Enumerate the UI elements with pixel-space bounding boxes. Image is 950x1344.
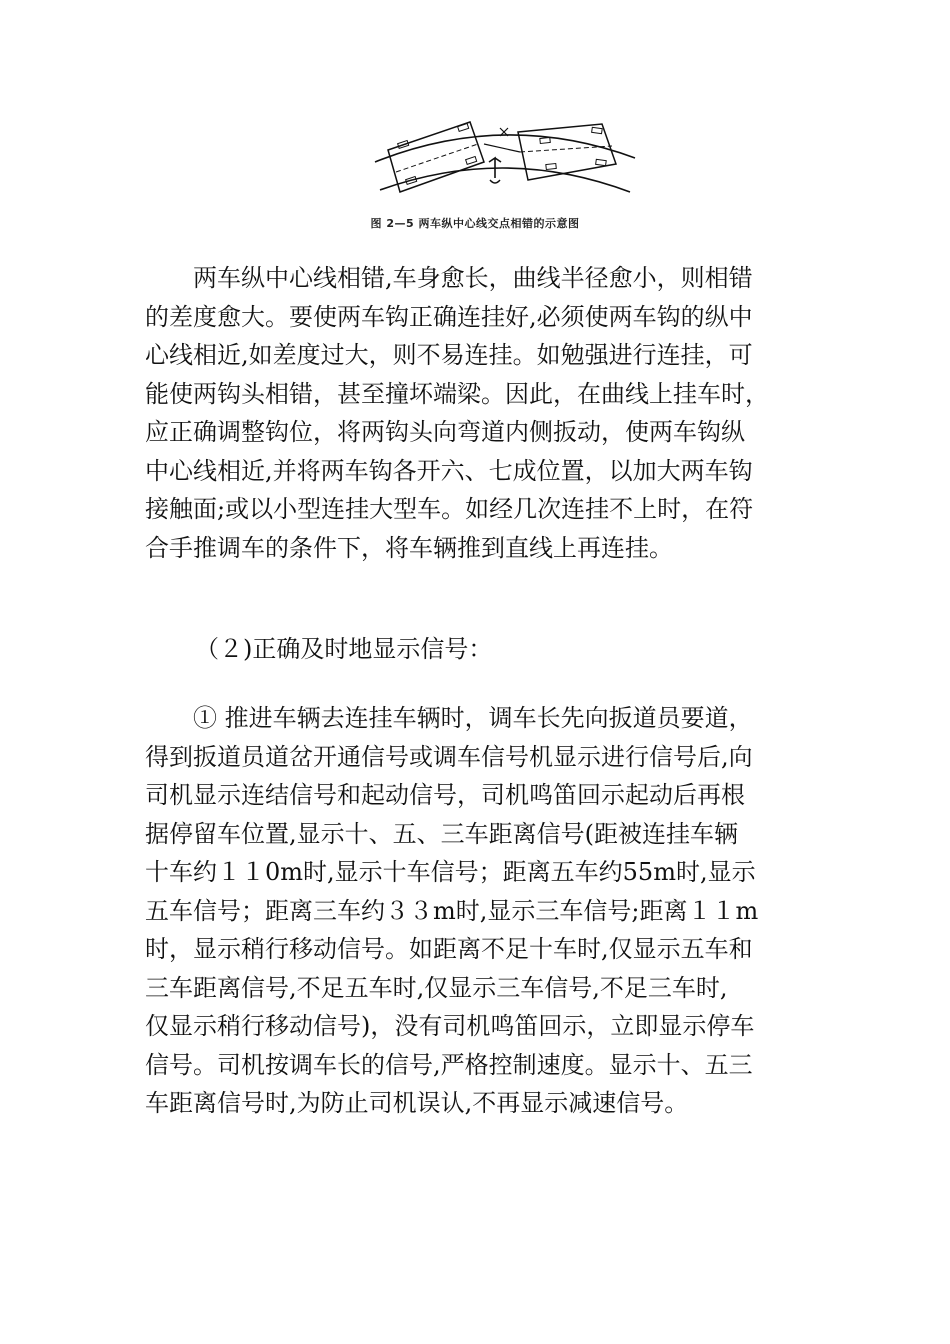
paragraph-signals xyxy=(145,699,810,1123)
text-line: 得到扳道员道岔开通信号或调车信号机显示进行信号后,向 xyxy=(145,742,753,771)
text-line: 的差度愈大。要使两车钩正确连挂好,必须使两车钩的纵中 xyxy=(145,302,753,331)
text-line: 中心线相近,并将两车钩各开六、七成位置，以加大两车钩 xyxy=(145,456,753,485)
track-inner-rail xyxy=(380,168,630,192)
paragraph-curve-coupling xyxy=(145,259,810,567)
figure-caption: 图 2—5 两车纵中心线交点相错的示意图 xyxy=(370,217,580,230)
text-line: 信号。司机按调车长的信号,严格控制速度。显示十、五三 xyxy=(145,1050,753,1079)
text-line: 五车信号；距离三车约３３m时,显示三车信号;距离１１m xyxy=(145,896,759,925)
right-car-wheel xyxy=(592,127,603,133)
right-car-wheel xyxy=(596,159,607,165)
text-line: 三车距离信号,不足五车时,仅显示三车信号,不足三车时, xyxy=(145,973,728,1002)
text-line: 接触面;或以小型连挂大型车。如经几次连挂不上时，在符 xyxy=(145,495,754,523)
arrow-base xyxy=(490,180,500,183)
text-line: 仅显示稍行移动信号)，没有司机鸣笛回示，立即显示停车 xyxy=(145,1012,755,1040)
text-line: 应正确调整钩位，将两钩头向弯道内侧扳动，使两车钩纵 xyxy=(145,418,745,446)
text-line: 十车约１１0m时,显示十车信号；距离五车约55m时,显示 xyxy=(145,858,756,886)
left-car-body xyxy=(388,122,484,192)
coupling-diagram xyxy=(370,100,640,200)
right-car-wheel xyxy=(540,137,550,143)
text-line: 司机显示连结信号和起动信号，司机鸣笛回示起动后再根 xyxy=(145,781,745,809)
right-car-wheel xyxy=(546,163,556,169)
text-line: 合手推调车的条件下，将车辆推到直线上再连挂。 xyxy=(145,533,673,562)
text-line: 能使两钩头相错，甚至撞坏端梁。因此，在曲线上挂车时， xyxy=(145,379,769,408)
text-line: 两车纵中心线相错,车身愈长，曲线半径愈小，则相错 xyxy=(193,264,753,292)
coupler-line xyxy=(484,144,520,152)
section-heading: （２)正确及时地显示信号： xyxy=(195,635,493,663)
text-line: 据停留车位置,显示十、五、三车距离信号(距被连挂车辆 xyxy=(145,819,738,848)
left-car-wheel xyxy=(466,157,477,165)
text-line: ① 推进车辆去连挂车辆时，调车长先向扳道员要道， xyxy=(193,704,753,732)
curved-track-diagram xyxy=(370,100,640,200)
text-line: 车距离信号时,为防止司机误认,不再显示减速信号。 xyxy=(145,1089,689,1117)
text-line: 心线相近,如差度过大，则不易连挂。如勉强进行连挂，可 xyxy=(145,341,753,369)
text-line: 时，显示稍行移动信号。如距离不足十车时,仅显示五车和 xyxy=(145,935,753,963)
left-car-wheel xyxy=(458,124,469,132)
